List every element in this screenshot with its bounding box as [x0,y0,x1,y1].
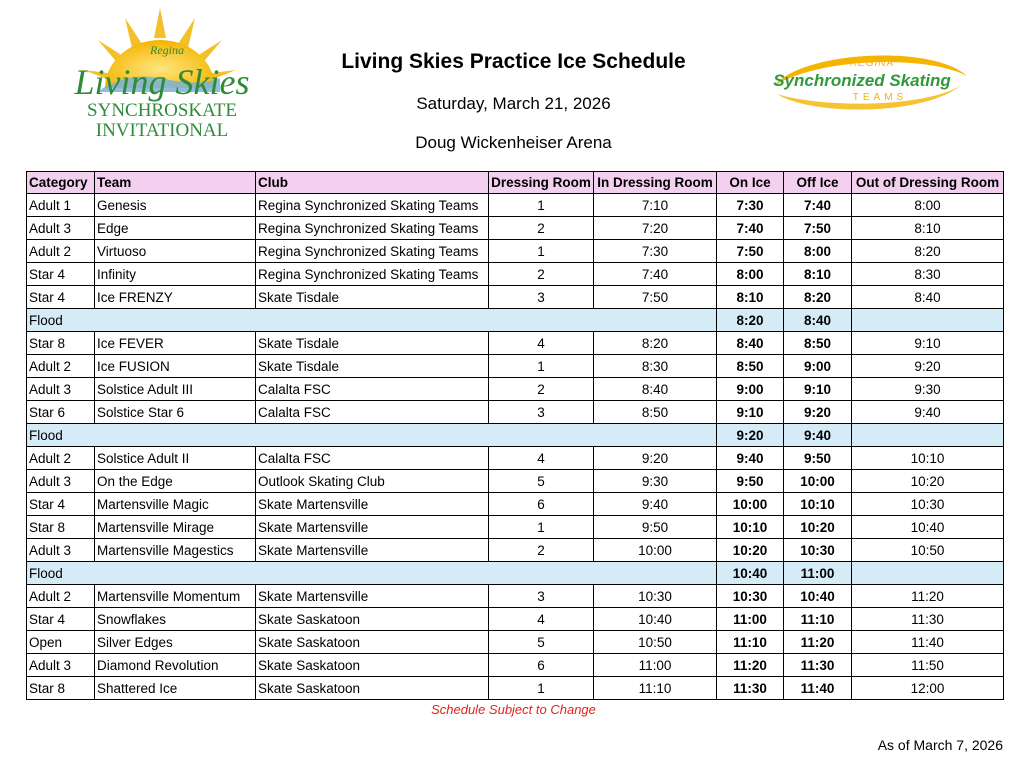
cell-room: 6 [489,493,594,516]
cell-out: 8:00 [852,194,1004,217]
cell-room: 4 [489,332,594,355]
cell-in: 11:00 [594,654,717,677]
cell-empty [852,309,1004,332]
col-header-out-dressing-room: Out of Dressing Room [852,172,1004,194]
cell-out: 8:20 [852,240,1004,263]
cell-room: 4 [489,447,594,470]
cell-in: 8:50 [594,401,717,424]
cell-category: Adult 2 [27,240,95,263]
cell-off: 10:10 [784,493,852,516]
cell-team: Ice FUSION [95,355,256,378]
cell-room: 2 [489,263,594,286]
cell-on: 8:40 [717,332,784,355]
cell-in: 8:20 [594,332,717,355]
cell-category: Star 8 [27,516,95,539]
cell-on: 9:50 [717,470,784,493]
table-row [27,585,1004,608]
cell-out: 10:20 [852,470,1004,493]
cell-room: 2 [489,217,594,240]
cell-off: 11:00 [784,562,852,585]
cell-out: 11:40 [852,631,1004,654]
table-row [27,194,1004,217]
cell-on: 9:40 [717,447,784,470]
table-row [27,355,1004,378]
cell-category: Star 4 [27,608,95,631]
cell-team: Genesis [95,194,256,217]
col-header-off-ice: Off Ice [784,172,852,194]
cell-team: Diamond Revolution [95,654,256,677]
cell-in: 7:20 [594,217,717,240]
table-row [27,378,1004,401]
cell-on: 9:00 [717,378,784,401]
table-row [27,286,1004,309]
cell-on: 10:10 [717,516,784,539]
cell-category: Adult 2 [27,585,95,608]
cell-team: Ice FRENZY [95,286,256,309]
cell-team: Martensville Mirage [95,516,256,539]
logo-right-middle: Synchronized Skating [773,71,951,90]
col-header-club: Club [256,172,489,194]
cell-in: 10:50 [594,631,717,654]
flood-row [27,309,1004,332]
cell-room: 3 [489,585,594,608]
cell-out: 11:30 [852,608,1004,631]
cell-category: Flood [27,309,717,332]
flood-row [27,562,1004,585]
cell-room: 4 [489,608,594,631]
logo-right-top: REGINA [849,58,895,69]
cell-team: Silver Edges [95,631,256,654]
cell-category: Adult 3 [27,654,95,677]
cell-out: 12:00 [852,677,1004,700]
cell-in: 7:50 [594,286,717,309]
venue-name: Doug Wickenheiser Arena [415,133,612,152]
cell-club: Calalta FSC [256,447,489,470]
cell-team: On the Edge [95,470,256,493]
cell-in: 8:30 [594,355,717,378]
cell-category: Flood [27,424,717,447]
cell-in: 9:30 [594,470,717,493]
event-date: Saturday, March 21, 2026 [416,94,611,113]
cell-team: Martensville Magestics [95,539,256,562]
cell-room: 2 [489,539,594,562]
cell-room: 1 [489,516,594,539]
table-row [27,447,1004,470]
table-row [27,677,1004,700]
cell-room: 5 [489,470,594,493]
cell-category: Star 4 [27,286,95,309]
cell-on: 11:20 [717,654,784,677]
cell-category: Star 4 [27,263,95,286]
cell-in: 8:40 [594,378,717,401]
cell-off: 10:00 [784,470,852,493]
cell-on: 10:20 [717,539,784,562]
cell-club: Skate Martensville [256,539,489,562]
cell-out: 9:40 [852,401,1004,424]
cell-team: Shattered Ice [95,677,256,700]
cell-in: 10:30 [594,585,717,608]
cell-out: 10:40 [852,516,1004,539]
cell-out: 8:40 [852,286,1004,309]
cell-team: Virtuoso [95,240,256,263]
logo-right-bottom: TEAMS [852,92,908,103]
cell-team: Snowflakes [95,608,256,631]
cell-room: 5 [489,631,594,654]
cell-club: Regina Synchronized Skating Teams [256,263,489,286]
cell-on: 8:50 [717,355,784,378]
cell-off: 9:20 [784,401,852,424]
cell-out: 9:30 [852,378,1004,401]
cell-team: Solstice Star 6 [95,401,256,424]
cell-in: 10:40 [594,608,717,631]
cell-off: 7:40 [784,194,852,217]
cell-club: Skate Saskatoon [256,677,489,700]
col-header-on-ice: On Ice [717,172,784,194]
cell-club: Skate Saskatoon [256,631,489,654]
cell-empty [852,424,1004,447]
cell-on: 11:30 [717,677,784,700]
logo-line1: Living Skies [74,62,250,102]
cell-in: 7:10 [594,194,717,217]
cell-club: Skate Martensville [256,516,489,539]
cell-category: Adult 3 [27,539,95,562]
table-row [27,332,1004,355]
cell-off: 7:50 [784,217,852,240]
cell-empty [852,562,1004,585]
cell-category: Adult 3 [27,470,95,493]
cell-category: Flood [27,562,717,585]
cell-in: 10:00 [594,539,717,562]
cell-out: 11:50 [852,654,1004,677]
living-skies-logo [70,8,255,148]
cell-category: Adult 3 [27,378,95,401]
logo-line2: SYNCHROSKATE [87,100,237,121]
cell-category: Star 8 [27,332,95,355]
cell-off: 10:40 [784,585,852,608]
flood-row [27,424,1004,447]
cell-off: 8:40 [784,309,852,332]
cell-off: 11:30 [784,654,852,677]
col-header-team: Team [95,172,256,194]
table-row [27,217,1004,240]
cell-off: 8:50 [784,332,852,355]
cell-off: 11:10 [784,608,852,631]
table-row [27,263,1004,286]
cell-club: Skate Tisdale [256,286,489,309]
logo-regina-text: Regina [150,43,184,57]
cell-off: 8:10 [784,263,852,286]
cell-club: Calalta FSC [256,378,489,401]
sun-logo-icon [70,8,255,148]
table-header-row [27,172,1004,194]
cell-off: 10:30 [784,539,852,562]
cell-team: Martensville Momentum [95,585,256,608]
cell-category: Adult 3 [27,217,95,240]
cell-out: 10:50 [852,539,1004,562]
schedule-note: Schedule Subject to Change [431,702,596,717]
cell-off: 10:20 [784,516,852,539]
cell-team: Solstice Adult III [95,378,256,401]
table-row [27,493,1004,516]
cell-in: 9:50 [594,516,717,539]
cell-category: Adult 2 [27,355,95,378]
table-row [27,401,1004,424]
cell-category: Star 4 [27,493,95,516]
cell-in: 11:10 [594,677,717,700]
cell-club: Skate Martensville [256,493,489,516]
table-row [27,631,1004,654]
cell-out: 9:20 [852,355,1004,378]
cell-off: 9:50 [784,447,852,470]
table-row [27,240,1004,263]
table-row [27,654,1004,677]
table-row [27,470,1004,493]
cell-team: Ice FEVER [95,332,256,355]
cell-out: 8:30 [852,263,1004,286]
cell-out: 10:30 [852,493,1004,516]
cell-in: 9:40 [594,493,717,516]
cell-on: 7:50 [717,240,784,263]
cell-on: 8:10 [717,286,784,309]
col-header-in-dressing-room: In Dressing Room [594,172,717,194]
cell-room: 3 [489,401,594,424]
cell-room: 2 [489,378,594,401]
cell-on: 11:10 [717,631,784,654]
cell-in: 7:40 [594,263,717,286]
cell-on: 8:00 [717,263,784,286]
cell-club: Skate Saskatoon [256,608,489,631]
cell-category: Star 8 [27,677,95,700]
cell-room: 1 [489,355,594,378]
cell-on: 11:00 [717,608,784,631]
cell-in: 9:20 [594,447,717,470]
col-header-dressing-room: Dressing Room [489,172,594,194]
cell-off: 9:10 [784,378,852,401]
cell-club: Calalta FSC [256,401,489,424]
cell-off: 8:00 [784,240,852,263]
page-title: Living Skies Practice Ice Schedule [341,50,686,73]
cell-club: Skate Tisdale [256,355,489,378]
cell-off: 11:20 [784,631,852,654]
cell-on: 8:20 [717,309,784,332]
cell-in: 7:30 [594,240,717,263]
cell-team: Infinity [95,263,256,286]
cell-on: 10:30 [717,585,784,608]
cell-off: 9:00 [784,355,852,378]
col-header-category: Category [27,172,95,194]
cell-off: 11:40 [784,677,852,700]
cell-out: 8:10 [852,217,1004,240]
cell-off: 9:40 [784,424,852,447]
cell-room: 1 [489,240,594,263]
cell-category: Star 6 [27,401,95,424]
cell-club: Regina Synchronized Skating Teams [256,240,489,263]
cell-club: Regina Synchronized Skating Teams [256,217,489,240]
cell-room: 3 [489,286,594,309]
cell-out: 10:10 [852,447,1004,470]
logo-line3: INVITATIONAL [95,120,229,141]
cell-club: Skate Tisdale [256,332,489,355]
cell-on: 9:20 [717,424,784,447]
cell-team: Edge [95,217,256,240]
cell-on: 7:40 [717,217,784,240]
as-of-date: As of March 7, 2026 [877,737,1003,753]
cell-out: 9:10 [852,332,1004,355]
cell-category: Adult 1 [27,194,95,217]
cell-on: 10:40 [717,562,784,585]
cell-club: Outlook Skating Club [256,470,489,493]
cell-category: Open [27,631,95,654]
schedule-table [26,171,1004,700]
cell-room: 6 [489,654,594,677]
cell-off: 8:20 [784,286,852,309]
cell-out: 11:20 [852,585,1004,608]
cell-club: Regina Synchronized Skating Teams [256,194,489,217]
cell-club: Skate Martensville [256,585,489,608]
table-row [27,516,1004,539]
table-row [27,539,1004,562]
cell-team: Solstice Adult II [95,447,256,470]
cell-room: 1 [489,677,594,700]
cell-on: 10:00 [717,493,784,516]
cell-club: Skate Saskatoon [256,654,489,677]
cell-room: 1 [489,194,594,217]
cell-team: Martensville Magic [95,493,256,516]
cell-on: 7:30 [717,194,784,217]
table-row [27,608,1004,631]
cell-on: 9:10 [717,401,784,424]
cell-category: Adult 2 [27,447,95,470]
